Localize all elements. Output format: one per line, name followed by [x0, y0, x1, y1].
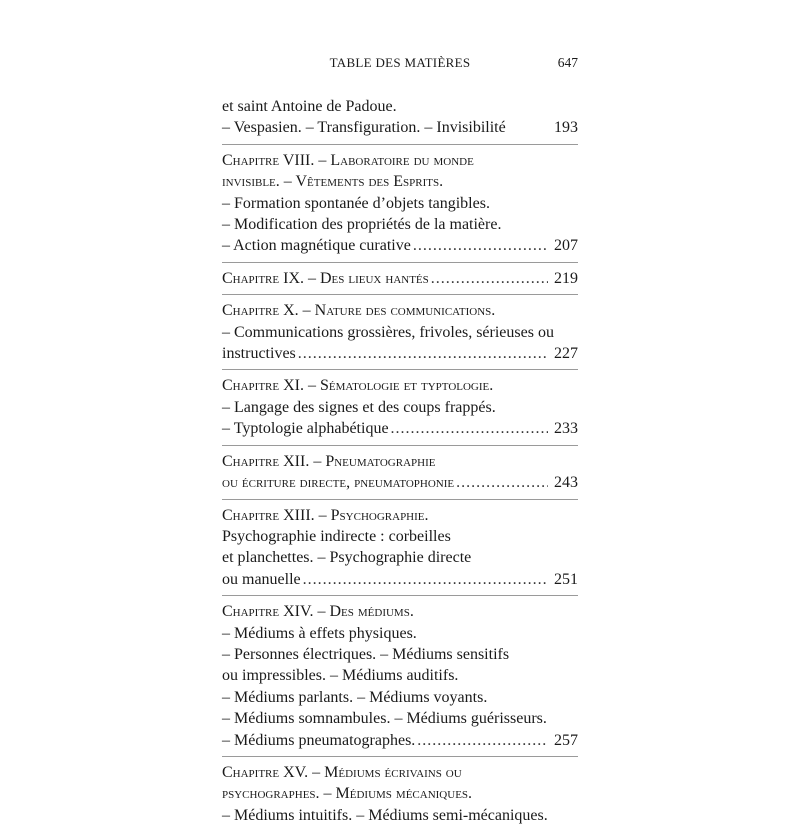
toc-page-number: 251: [554, 570, 578, 588]
toc-line: et planchettes. – Psychographie directe: [222, 549, 472, 567]
toc-line: – Médiums somnambules. – Médiums guérisseurs.: [222, 710, 547, 728]
toc-page-number: 227: [554, 345, 578, 363]
toc-line: – Langage des signes et des coups frappés.: [222, 398, 496, 416]
toc-line-with-page: [222, 569, 578, 590]
toc-line: – Modification des propriétés de la matière.: [222, 216, 502, 234]
toc-entry-chapitre-xiii: [222, 505, 578, 597]
chapter-heading: Chapitre XI. – Sématologie et typtologie.: [222, 377, 494, 395]
toc-entry-chapitre-xii: [222, 451, 578, 500]
chapter-heading-continuation: ou écriture directe, pneumatophonie: [222, 474, 455, 492]
chapter-heading: Chapitre XIII. – Psychographie.: [222, 506, 429, 524]
toc-line: – Communications grossières, frivoles, sérieuses ou: [222, 323, 554, 341]
toc-entry-chapitre-xiv: [222, 601, 578, 757]
chapter-heading-continuation: psychographes. – Médiums mécaniques.: [222, 785, 473, 803]
toc-page-number: 243: [554, 474, 578, 492]
toc-entry-chapitre-xi: [222, 375, 578, 445]
toc-line-with-page: [222, 343, 578, 364]
toc-page-number: 233: [554, 420, 578, 438]
toc-line: – Médiums pneumatographes.: [222, 731, 416, 749]
dot-leader: [456, 472, 548, 493]
dot-leader: [303, 569, 548, 590]
toc-line: – Médiums parlants. – Médiums voyants.: [222, 688, 488, 706]
toc-page-number: 207: [554, 237, 578, 255]
toc-line: ou manuelle: [222, 570, 301, 588]
dot-leader: [417, 730, 548, 751]
toc-line-with-page: [222, 472, 578, 493]
toc-line-with-page: [222, 235, 578, 256]
toc-line-with-page: [222, 268, 578, 289]
toc-entry-chapitre-viii: [222, 150, 578, 263]
toc-line: – Formation spontanée d’objets tangibles.: [222, 194, 490, 212]
chapter-heading: Chapitre XII. – Pneumatographie: [222, 452, 436, 470]
toc-line: Psychographie indirecte : corbeilles: [222, 527, 451, 545]
chapter-heading: Chapitre XV. – Médiums écrivains ou: [222, 763, 462, 781]
running-header-page-number: 647: [557, 55, 578, 70]
toc-line: ou impressibles. – Médiums auditifs.: [222, 667, 459, 685]
toc-page-number: 219: [554, 269, 578, 287]
toc-line: [222, 171, 578, 192]
toc-line: instructives: [222, 345, 296, 363]
toc-page-number: 193: [554, 119, 578, 137]
toc-line-with-page: [222, 418, 578, 439]
toc-line: – Médiums à effets physiques.: [222, 624, 417, 642]
dot-leader: [391, 418, 548, 439]
dot-leader: [298, 343, 548, 364]
toc-line-with-page: [222, 117, 578, 138]
dot-leader: [413, 235, 548, 256]
toc-line: et saint Antoine de Padoue.: [222, 98, 397, 115]
toc-line: – Vespasien. – Transfiguration. – Invisibilité: [222, 119, 506, 137]
toc-entry-chapitre-x: [222, 300, 578, 370]
toc-line-with-page: [222, 730, 578, 751]
toc-entry-chapitre-xv: [222, 762, 578, 831]
toc-entry-continuation: [222, 96, 578, 145]
toc-line: – Typtologie alphabétique: [222, 420, 389, 438]
toc-line: – Action magnétique curative: [222, 237, 411, 255]
running-header-title: TABLE DES MATIÈRES: [329, 55, 471, 70]
chapter-heading: Chapitre XIV. – Des médiums.: [222, 603, 414, 621]
toc-line: – Personnes électriques. – Médiums sensitifs: [222, 645, 510, 663]
toc-entry-chapitre-ix: [222, 268, 578, 295]
chapter-heading: Chapitre VIII. – Laboratoire du monde: [222, 151, 474, 169]
chapter-heading: Chapitre IX. – Des lieux hantés: [222, 269, 429, 287]
chapter-heading: Chapitre X. – Nature des communications.: [222, 302, 496, 320]
table-of-contents: [222, 96, 578, 836]
dot-leader: [431, 268, 548, 289]
toc-line: – Médiums intuitifs. – Médiums semi-mécaniques.: [222, 806, 548, 824]
toc-page-number: 257: [554, 731, 578, 749]
chapter-heading-continuation: invisible. – Vêtements des Esprits.: [222, 173, 444, 191]
